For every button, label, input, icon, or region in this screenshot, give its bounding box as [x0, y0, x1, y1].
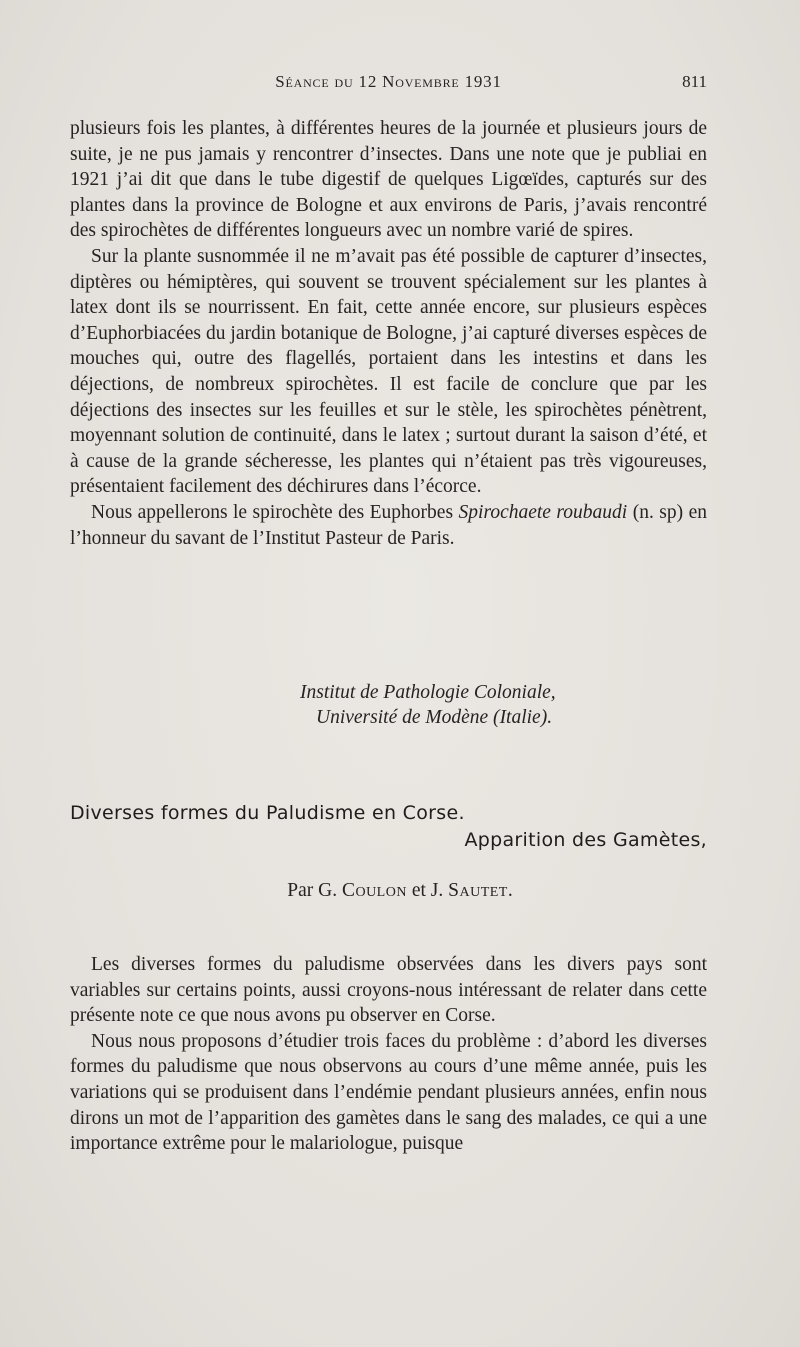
affiliation-line: Institut de Pathologie Coloniale,: [300, 682, 556, 703]
text-run: Nous appellerons le spirochète des Euphorbes: [91, 501, 459, 523]
text-run: (n. sp) en l’honneur du savant de l’Institut Pasteur de Paris.: [70, 501, 708, 549]
paragraph: Les diverses formes du paludisme observées dans les divers pays sont variables sur certains points, aussi croyons-nous intéressant de relater dans cette présente note ce que nous avons pu observer en Corse.: [70, 954, 707, 1027]
running-head: [70, 72, 707, 96]
paragraph: Nous nous proposons d’étudier trois faces du problème : d’abord les diverses formes du paludisme que nous observons au cours d’une même année, puis les variations qui se produisent dans l’endémie pendant plusieurs années, enfin nous dirons un mot de l’apparition des gamètes dans le sang des malades, ce qui a une importance extrême pour le malariologue, puisque: [70, 1030, 707, 1155]
paragraph: Sur la plante susnommée il ne m’avait pas été possible de capturer d’insectes, diptères ou hémiptères, qui souvent se trouvent spécialement sur les plantes à latex dont ils se nourrissent. En fait, cette année encore, sur plusieurs espèces d’Euphorbiacées du jardin botanique de Bologne, j’ai capturé diverses espèces de mouches qui, outre des flagellés, portaient dans les intestins et dans les déjections, de nombreux spirochètes. Il est facile de conclure que par les déjections des insectes sur les feuilles et sur le stèle, les spirochètes pénètrent, moyennant solution de continuité, dans le latex ; surtout durant la saison d’été, et à cause de la grande sécheresse, les plantes qui n’étaient pas très vigoureuses, présentaient facilement des déchirures dans l’écorce.: [70, 245, 707, 498]
affiliation-text: ).: [540, 707, 553, 728]
section1-body: [70, 116, 707, 551]
byline-text: .: [507, 880, 513, 901]
byline: [0, 880, 800, 902]
paragraph-species-naming: [70, 500, 707, 551]
byline-text: et J.: [406, 880, 449, 901]
affiliation-line: [316, 705, 552, 730]
article2-body: [70, 952, 707, 1157]
article-title-line1: Diverses formes du Paludisme en Corse.: [70, 802, 465, 824]
running-head-title: Séance du 12 Novembre 1931: [275, 72, 502, 91]
affiliation-country: Italie: [499, 707, 541, 728]
affiliation-text: Université de Modène (: [316, 707, 500, 728]
author-name: Coulon: [341, 880, 407, 901]
paragraph: plusieurs fois les plantes, à différentes heures de la journée et plusieurs jours de suite, je ne pus jamais y rencontrer d’insectes. Dans une note que je publiai en 1921 j’ai dit que dans le tube digestif de quelques Ligœïdes, capturés sur des plantes dans la province de Bologne et aux environs de Paris, j’avais rencontré des spirochètes de différentes longueurs avec un nombre varié de spires.: [70, 118, 707, 242]
species-name: Spirochaete roubaudi: [458, 501, 628, 523]
article-title-line2: Apparition des Gamètes,: [464, 829, 707, 851]
page-number: 811: [682, 72, 707, 91]
byline-text: Par G.: [287, 880, 342, 901]
author-name: Sautet: [448, 880, 508, 901]
